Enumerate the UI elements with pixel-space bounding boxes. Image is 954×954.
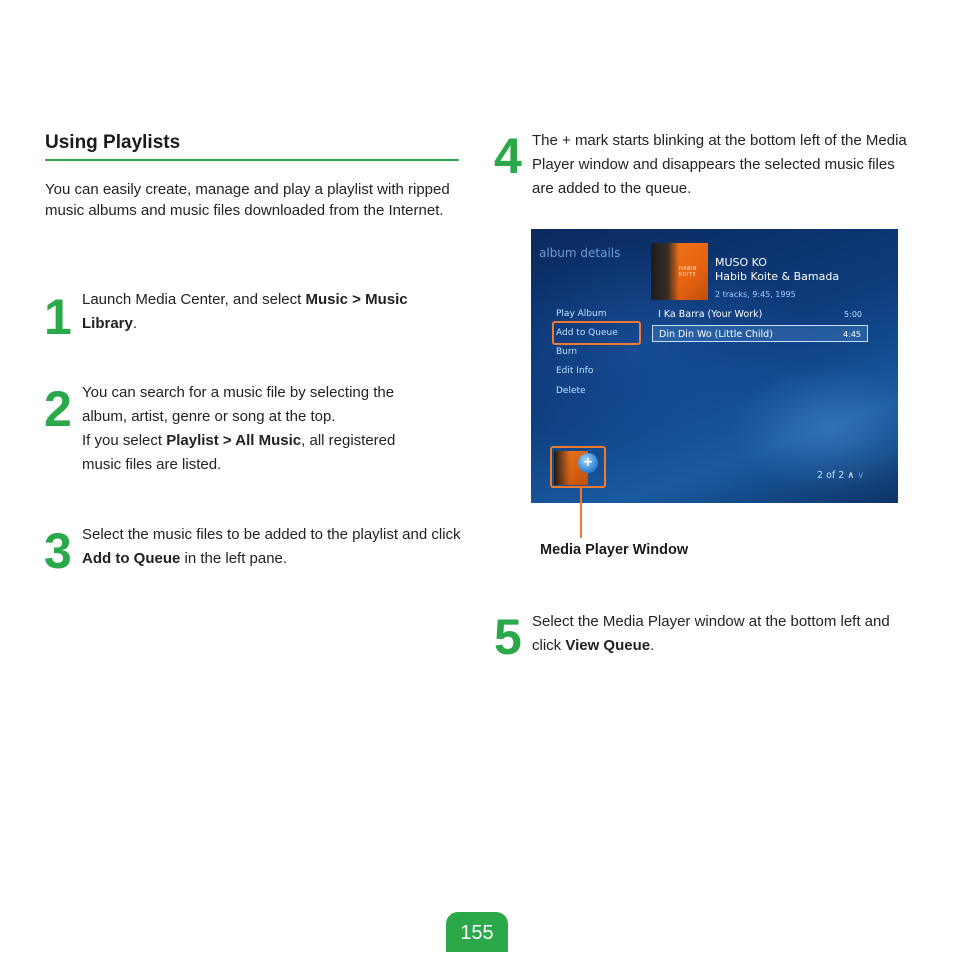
step-3-bold: Add to Queue [82,550,181,567]
step-2-bold: Playlist > All Music [166,432,302,449]
step-3-number: 3 [44,523,70,579]
step-5-text-a: Select the Media Player window at the bottom left and click [532,613,890,654]
album-title: MUSO KO [715,256,767,269]
step-2-number: 2 [44,381,70,437]
step-5-text-b: . [650,637,655,654]
step-1-bold: Music > Music Library [82,291,408,332]
section-title: Using Playlists [45,132,459,161]
plus-icon[interactable]: + [578,453,598,473]
step-1-text-b: . [132,315,138,332]
step-2-line-2 [82,429,432,477]
track-name: Din Din Wo (Little Child) [659,329,773,340]
pager [817,470,864,481]
step-1-number: 1 [44,289,70,345]
chevron-up-icon[interactable]: ∧ [847,470,855,481]
callout-line [580,488,582,538]
album-cover-image [651,243,708,300]
album-artist: Habib Koite & Bamada [715,270,840,283]
step-2-text [82,381,432,477]
menu-delete[interactable]: Delete [556,386,586,396]
step-3-text-b: in the left pane. [180,550,288,567]
menu-play-album[interactable]: Play Album [556,309,607,319]
step-5-text [532,610,902,658]
step-3-text-a: Select the music files to be added to the playlist and click [82,526,461,543]
track-duration: 4:45 [843,330,861,339]
callout-label: Media Player Window [540,542,689,558]
media-player-window-highlight[interactable] [550,446,606,488]
step-2-text-a: If you select [82,432,167,449]
step-2-text-b: , all registered music files are listed. [82,432,396,473]
step-2-line-1: You can search for a music file by selecting the album, artist, genre or song at the top. [82,384,395,425]
track-name: I Ka Barra (Your Work) [658,309,763,320]
album-cover-portrait [651,243,679,300]
track-row[interactable] [652,306,868,323]
add-to-queue-highlight [552,321,641,345]
menu-edit-info[interactable]: Edit Info [556,366,594,376]
step-4-text: The + mark starts blinking at the bottom left of the Media Player window and disappears the selected music files are added to the queue. [532,132,907,197]
step-5-number: 5 [494,609,520,665]
chevron-down-icon[interactable]: ∨ [857,470,865,481]
pager-text: 2 of 2 [817,470,845,481]
step-3-text [82,523,462,571]
menu-burn[interactable]: Burn [556,347,578,357]
step-5-bold: View Queue [565,637,651,654]
album-cover-lettering: HABIB KOITE [679,266,698,278]
step-1-text [82,288,452,336]
album-details-heading: album details [539,246,621,260]
intro-paragraph: You can easily create, manage and play a playlist with ripped music albums and music files downloaded from the Internet. [45,181,450,219]
menu-add-to-queue[interactable]: Add to Queue [556,328,618,338]
track-row-selected[interactable] [652,325,868,342]
media-center-screenshot [531,229,898,503]
page-number: 155 [446,912,508,952]
album-meta: 2 tracks, 9:45, 1995 [715,290,796,299]
step-1-text-a: Launch Media Center, and select [82,291,306,308]
track-duration: 5:00 [844,310,862,319]
step-4-number: 4 [494,128,520,184]
